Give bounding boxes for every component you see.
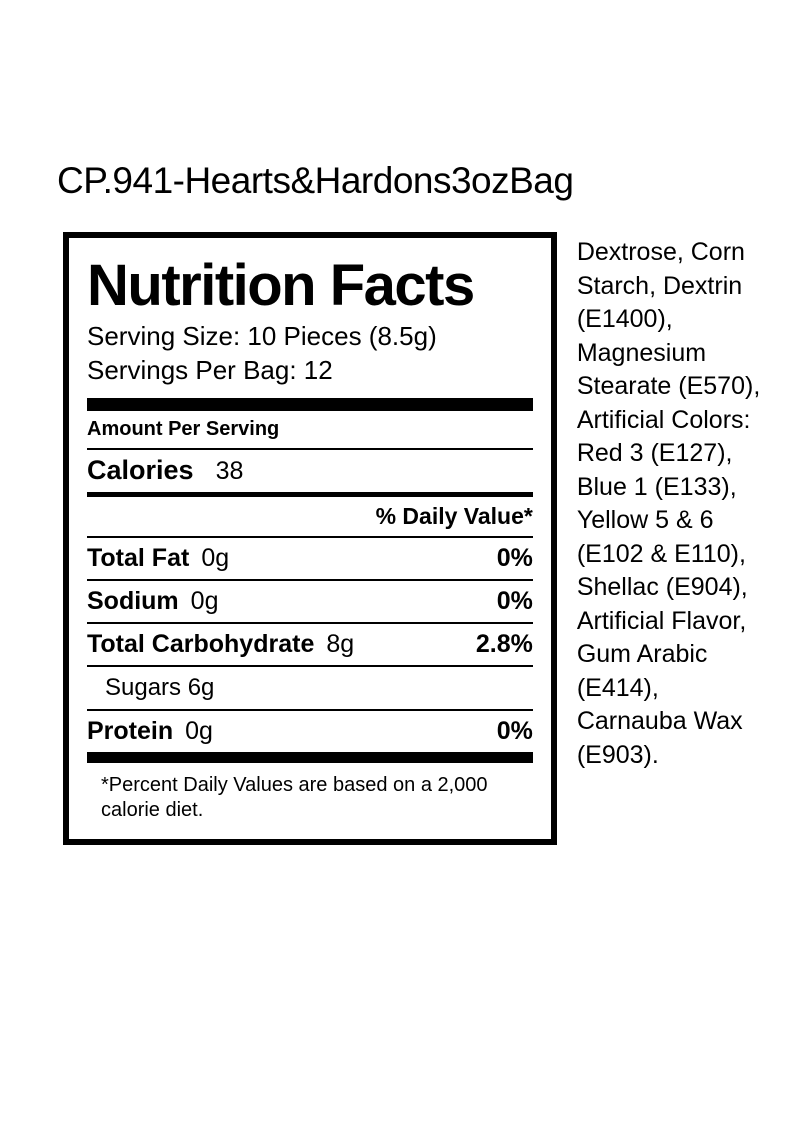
nutrient-daily-value: 2.8% — [475, 629, 533, 658]
divider-thick-top — [87, 398, 533, 411]
nutrient-amount: 0g — [185, 716, 213, 745]
table-row — [87, 538, 533, 579]
nutrient-amount: 8g — [326, 629, 355, 658]
nutrient-label: Protein — [87, 716, 174, 745]
label-content — [63, 232, 763, 845]
nutrient-label: Sodium — [87, 586, 179, 615]
calories-label: Calories — [87, 454, 194, 485]
nutrition-facts-panel — [63, 232, 557, 845]
page-title: CP.941-Hearts&Hardons3ozBag — [57, 160, 574, 201]
nutrient-amount: 0g — [201, 543, 230, 572]
table-row — [87, 624, 533, 665]
nutrient-label: Total Carbohydrate — [87, 629, 315, 658]
calories-row — [87, 450, 533, 492]
table-row — [87, 581, 533, 622]
nutrition-facts-title: Nutrition Facts — [87, 253, 474, 318]
nutrient-daily-value: 0% — [496, 716, 533, 745]
divider-thick-bottom — [87, 752, 533, 763]
nutrient-amount: 0g — [190, 586, 219, 615]
ingredients-text: Dextrose, Corn Starch, Dextrin (E1400), Magnesium Stearate (E570), Artificial Colors: Red 3 (E127), Blue 1 (E133), Yellow 5 & 6 (E102 & E110), Shellac (E904), Artificial Flavor, Gum Arabic (E414), Carnauba Wax (E903). — [576, 238, 761, 769]
sugars-row: Sugars 6g — [105, 673, 215, 701]
daily-value-footnote: *Percent Daily Values are based on a 2,000 calorie diet. — [101, 773, 488, 821]
nutrient-daily-value: 0% — [496, 543, 533, 572]
nutrient-label: Total Fat — [87, 543, 190, 572]
nutrient-daily-value: 0% — [496, 586, 533, 615]
table-row — [87, 711, 533, 752]
calories-value: 38 — [215, 456, 244, 485]
serving-size-text: Serving Size: 10 Pieces (8.5g) — [87, 321, 437, 352]
daily-value-header: % Daily Value* — [375, 502, 533, 529]
servings-per-container-text: Servings Per Bag: 12 — [87, 355, 333, 386]
amount-per-serving-label: Amount Per Serving — [87, 417, 280, 440]
